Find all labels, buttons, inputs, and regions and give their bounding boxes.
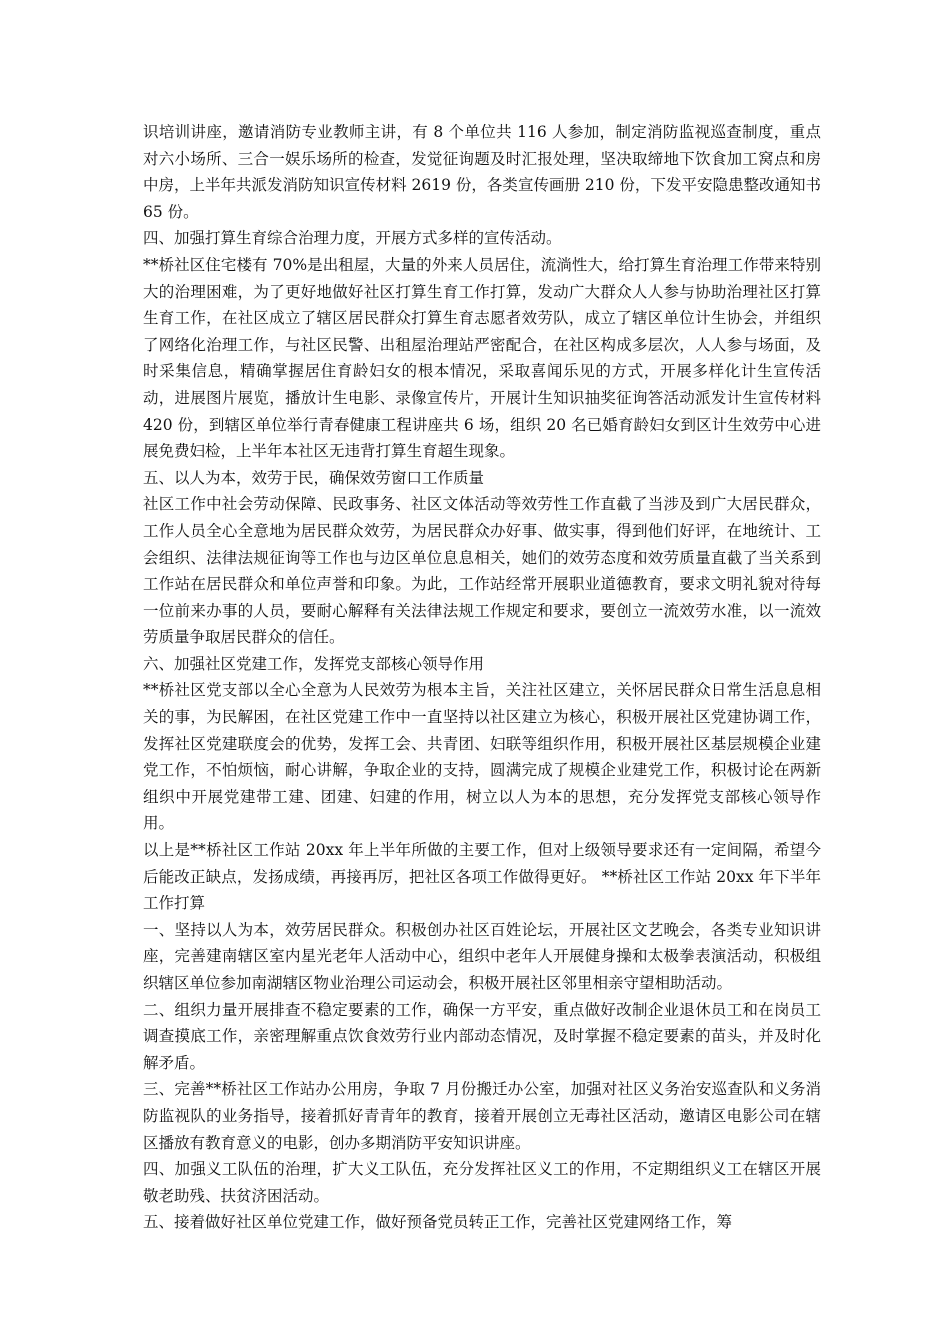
plan-item-1: 一、坚持以人为本，效劳居民群众。积极创办社区百姓论坛，开展社区文艺晚会，各类专业知识讲座，完善建南辖区室内星光老年人活动中心，组织中老年人开展健身操和太极拳表演活动，积极组织辖区单位参加南湖辖区物业治理公司运动会，积极开展社区邻里相亲守望相助活动。 [143, 920, 821, 992]
plan-item-5: 五、接着做好社区单位党建工作，做好预备党员转正工作，完善社区党建网络工作，筹 [143, 1213, 733, 1232]
plan-item-3: 三、完善**桥社区工作站办公用房，争取 7 月份搬迁办公室，加强对社区义务治安巡查队和义务消防监视队的业务指导，接着抓好青青年的教育，接着开展创立无毒社区活动，邀请区电影公司在辖区播放有教育意义的电影，创办多期消防平安知识讲座。 [143, 1080, 821, 1152]
paragraph-summary-and-plan-title: 以上是**桥社区工作站 20xx 年上半年所做的主要工作，但对上级领导要求还有一定间隔，希望今后能改正缺点，发扬成绩，再接再厉，把社区各项工作做得更好。 **桥社区工作站 20xx 年下半年工作打算 [143, 841, 821, 913]
paragraph-service-quality: 社区工作中社会劳动保障、民政事务、社区文体活动等效劳性工作直截了当涉及到广大居民群众，工作人员全心全意地为居民群众效劳，为居民群众办好事、做实事，得到他们好评，在地统计、工会组织、法律法规征询等工作也与边区单位息息相关，她们的效劳态度和效劳质量直截了当关系到工作站在居民群众和单位声誉和印象。为此，工作站经常开展职业道德教育，要求文明礼貌对待每一位前来办事的人员，要耐心解释有关法律法规工作规定和要求，要创立一流效劳水准，以一流效劳质量争取居民群众的信任。 [143, 495, 821, 647]
paragraph-party-building: **桥社区党支部以全心全意为人民效劳为根本主旨，关注社区建立，关怀居民群众日常生活息息相关的事，为民解困，在社区党建工作中一直坚持以社区建立为核心，积极开展社区党建协调工作，发挥社区党建联度会的优势，发挥工会、共青团、妇联等组织作用，积极开展社区基层规模企业建党工作，不怕烦恼，耐心讲解，争取企业的支持，圆满完成了规模企业建党工作，积极讨论在两新组织中开展党建带工建、团建、妇建的作用，树立以人为本的思想，充分发挥党支部核心领导作用。 [143, 681, 821, 833]
plan-item-4: 四、加强义工队伍的治理，扩大义工队伍，充分发挥社区义工的作用，不定期组织义工在辖区开展敬老助残、扶贫济困活动。 [143, 1160, 821, 1205]
paragraph-family-planning: **桥社区住宅楼有 70%是出租屋，大量的外来人员居住，流淌性大，给打算生育治理工作带来特别大的治理困难，为了更好地做好社区打算生育工作打算，发动广大群众人人参与协助治理社区打算生育工作，在社区成立了辖区居民群众打算生育志愿者效劳队，成立了辖区单位计生协会，并组织了网络化治理工作，与社区民警、出租屋治理站严密配合，在社区构成多层次，人人参与场面，及时采集信息，精确掌握居住育龄妇女的根本情况，采取喜闻乐见的方式，开展多样化计生宣传活动，进展图片展览，播放计生电影、录像宣传片，开展计生知识抽奖征询答活动派发计生宣传材料 420 份，到辖区单位举行青春健康工程讲座共 6 场，组织 20 名已婚育龄妇女到区计生效劳中心进展免费妇检，上半年本社区无违背打算生育超生现象。 [143, 255, 821, 461]
section-heading-service-quality: 五、以人为本，效劳于民，确保效劳窗口工作质量 [143, 468, 485, 487]
section-heading-family-planning: 四、加强打算生育综合治理力度，开展方式多样的宣传活动。 [143, 229, 562, 248]
document-page [143, 119, 821, 1236]
paragraph-fire-safety-continuation: 识培训讲座，邀请消防专业教师主讲，有 8 个单位共 116 人参加，制定消防监视巡查制度，重点对六小场所、三合一娱乐场所的检查，发觉征询题及时汇报处理，坚决取缔地下饮食加工窝点和房中房，上半年共派发消防知识宣传材料 2619 份，各类宣传画册 210 份，下发平安隐患整改通知书 65 份。 [143, 123, 821, 221]
section-heading-party-building: 六、加强社区党建工作，发挥党支部核心领导作用 [143, 654, 485, 673]
plan-item-2: 二、组织力量开展排查不稳定要素的工作，确保一方平安，重点做好改制企业退休员工和在岗员工调查摸底工作，亲密理解重点饮食效劳行业内部动态情况，及时掌握不稳定要素的苗头，并及时化解矛盾。 [143, 1000, 821, 1072]
